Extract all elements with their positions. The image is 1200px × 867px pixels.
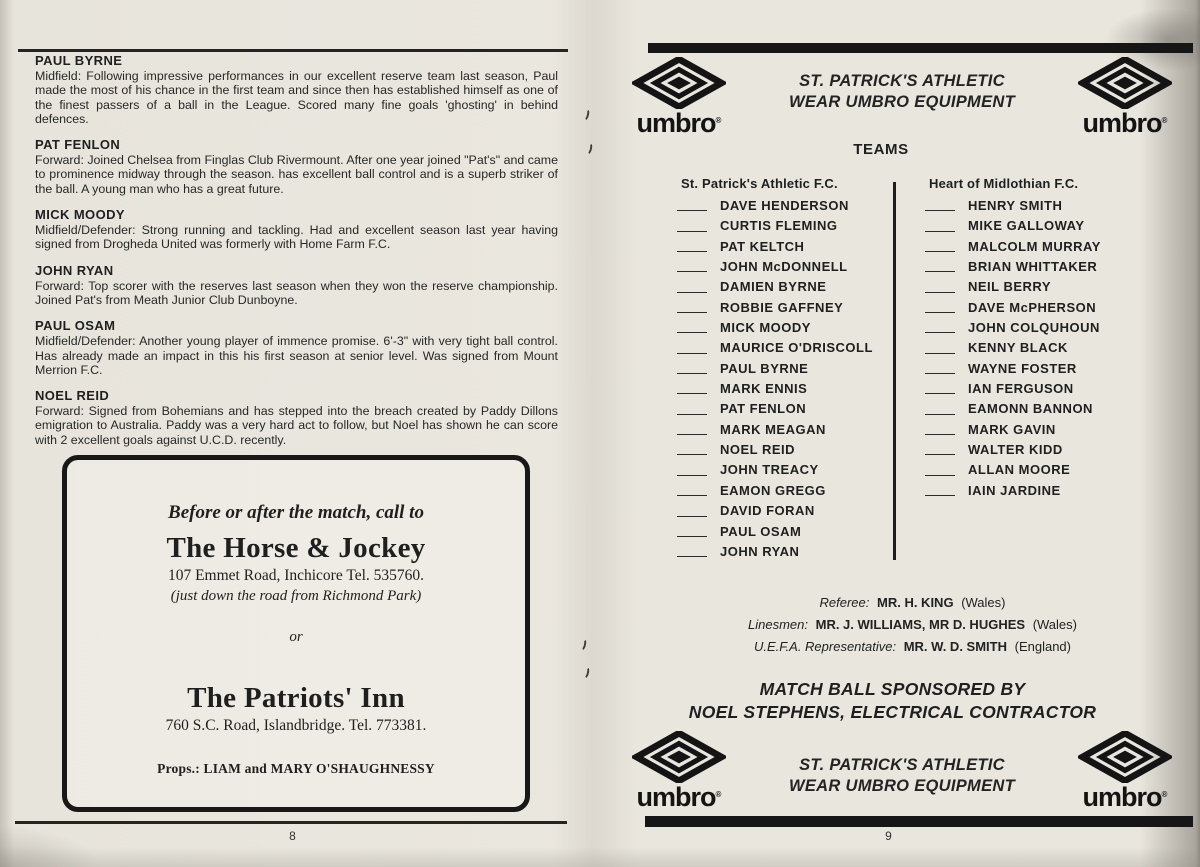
top-bar-right-page [648,43,1193,53]
umbro-diamond-icon [632,57,726,109]
advert-tagline: Before or after the match, call to [168,502,424,523]
team-sheet-row [923,277,1173,297]
shirt-number-blank [925,495,955,496]
player-profile-name: PAT FENLON [35,137,121,153]
team-sheet-row [923,216,1173,236]
player-profile-name: MICK MOODY [35,207,125,223]
home-team-column [675,176,890,562]
team-sheet-row [923,298,1173,318]
away-team-list [923,196,1173,501]
player-profiles-section [35,53,558,458]
sponsor-line2: NOEL STEPHENS, ELECTRICAL CONTRACTOR [688,701,1097,722]
player-name: DAVID FORAN [720,503,815,519]
player-profile-text: Midfield/Defender: Another young player of immence promise. 6'-3" with very tight ball control. Has already made an impact in this his first season at senior level. Was signed from Mount Merrion F.C. [35,334,558,377]
header-brand-row [628,57,1176,138]
umbro-wordmark: umbro® [1082,782,1168,812]
shirt-number-blank [677,516,707,517]
team-sheet-row [923,338,1173,358]
teams-heading: TEAMS [853,141,909,158]
match-ball-sponsor [625,678,1160,723]
shirt-number-blank [925,251,955,252]
shirt-number-blank [677,393,707,394]
player-name: BRIAN WHITTAKER [968,259,1098,275]
shirt-number-blank [677,231,707,232]
player-name: DAVE HENDERSON [720,198,849,213]
player-name: JOHN TREACY [720,462,819,478]
shirt-number-blank [925,393,955,394]
staple-mark [581,665,591,679]
umbro-banner-text [789,755,1015,797]
official-role: U.E.F.A. Representative: [753,639,897,654]
player-name: ROBBIE GAFFNEY [720,299,844,315]
team-sheet-row [675,460,890,480]
shirt-number-blank [925,210,955,211]
team-sheet-row [923,420,1173,440]
player-profile-name: PAUL BYRNE [35,53,123,68]
player-name: WALTER KIDD [968,442,1063,458]
player-name: PAUL BYRNE [720,360,809,376]
bottom-rule-left-page [15,821,567,824]
shirt-number-blank [677,536,707,537]
player-profile [35,318,558,377]
team-sheet-row [675,216,890,236]
sponsor-line1: MATCH BALL SPONSORED BY [759,679,1026,699]
player-name: NOEL REID [720,442,796,458]
shirt-number-blank [925,373,955,374]
match-officials [625,592,1200,658]
official-name: MR. W. D. SMITH [903,639,1007,654]
player-name: DAVE McPHERSON [968,299,1097,315]
player-profile [35,388,558,447]
umbro-wordmark: umbro® [1082,108,1168,138]
staple-mark [581,107,591,121]
umbro-wordmark: umbro® [636,782,722,812]
player-name: IAIN JARDINE [968,482,1061,498]
venue1-address: 107 Emmet Road, Inchicore Tel. 535760. [167,567,425,584]
player-name: HENRY SMITH [968,198,1063,213]
player-profile [35,137,558,196]
team-sheet-row [675,318,890,338]
shirt-number-blank [925,292,955,293]
player-profile-text: Forward: Joined Chelsea from Finglas Club Rivermount. After one year joined "Pat's" and came to prominence midway through the season. has excellent ball control and is a superb striker of the ball. A young man who has a great future. [35,153,558,196]
away-team-name: Heart of Midlothian F.C. [929,176,1079,191]
page-number-left: 8 [289,829,296,843]
team-sheet-row [675,237,890,257]
player-profile-text: Midfield/Defender: Strong running and tackling. Had and excellent season last year having signed from Drogheda United was formerly with Home Farm F.C. [35,223,558,252]
page-right [625,0,1200,867]
team-sheet-row [923,257,1173,277]
umbro-diamond-icon [1078,731,1172,783]
team-sheet-row [675,522,890,542]
team-sheet-row [675,501,890,521]
umbro-logo [1074,731,1176,812]
player-name: MICK MOODY [720,320,811,336]
shirt-number-blank [677,475,707,476]
player-profile-text: Forward: Top scorer with the reserves last season when they won the reserve championship. Joined Pat's from Meath Junior Club Dunboyne. [35,278,558,307]
shirt-number-blank [925,434,955,435]
team-sheet-row [675,196,890,216]
official-country: (Wales) [961,595,1006,610]
bottom-bar-right-page [645,816,1193,827]
team-sheet-row [923,379,1173,399]
shirt-number-blank [925,271,955,272]
shirt-number-blank [925,475,955,476]
team-sheet-row [675,298,890,318]
venue1-note: (just down the road from Richmond Park) [170,588,422,604]
team-sheet-row [675,277,890,297]
player-name: EAMON GREGG [720,482,826,498]
official-row [625,592,1200,614]
team-sheet-row [923,237,1173,257]
team-sheet-row [675,440,890,460]
shirt-number-blank [677,414,707,415]
footer-brand-row [628,731,1176,812]
shirt-number-blank [677,434,707,435]
team-sheet-row [675,257,890,277]
team-sheet-row [923,318,1173,338]
official-row [625,636,1200,658]
team-sheet-row [923,196,1173,216]
banner-line1: ST. PATRICK'S ATHLETIC [799,756,1005,774]
player-name: MARK ENNIS [720,381,808,397]
shirt-number-blank [677,271,707,272]
player-profile-name: JOHN RYAN [35,262,114,278]
team-sheet-row [675,379,890,399]
player-name: NEIL BERRY [968,279,1052,295]
player-name: EAMONN BANNON [968,401,1093,417]
advert-proprietors: Props.: LIAM and MARY O'SHAUGHNESSY [157,761,435,776]
home-team-name: St. Patrick's Athletic F.C. [681,176,838,191]
official-role: Referee: [819,595,870,610]
player-name: JOHN McDONNELL [720,259,848,275]
official-name: MR. J. WILLIAMS, MR D. HUGHES [815,617,1026,632]
player-name: KENNY BLACK [968,340,1068,356]
umbro-diamond-icon [632,731,726,783]
player-name: CURTIS FLEMING [720,218,838,234]
player-name: PAT KELTCH [720,238,805,254]
shirt-number-blank [677,373,707,374]
player-name: JOHN COLQUHOUN [968,320,1100,336]
umbro-logo [1074,57,1176,138]
staple-mark [584,141,594,155]
team-sheet-row [923,460,1173,480]
player-name: ALLAN MOORE [968,462,1071,478]
player-name: WAYNE FOSTER [968,360,1077,376]
player-name: MAURICE O'DRISCOLL [720,340,873,356]
umbro-logo [628,57,730,138]
top-rule-left-page [18,49,568,52]
player-profile-text: Midfield: Following impressive performances in our excellent reserve team last season, Paul made the most of his chance in the first team and since then has established himself as one of the finest passers of a ball in the League. Scored many fine goals 'ghosting' in behind defences. [35,69,558,126]
umbro-logo [628,731,730,812]
team-sheet-row [675,481,890,501]
player-profile-text: Forward: Signed from Bohemians and has stepped into the breach created by Paddy Dillons emigration to Australia. Paddy was a very hard act to follow, but Noel has shown he can score with 2 excellent goals against U.C.D. recently. [35,404,558,447]
umbro-diamond-icon [1078,57,1172,109]
official-country: (Wales) [1032,617,1077,632]
shirt-number-blank [677,251,707,252]
player-profile [35,207,558,252]
shirt-number-blank [925,353,955,354]
shirt-number-blank [925,414,955,415]
team-sheet-row [675,542,890,562]
team-sheet-row [923,440,1173,460]
venue2-address: 760 S.C. Road, Islandbridge. Tel. 773381. [165,717,427,734]
player-profile-name: NOEL REID [35,388,110,404]
shirt-number-blank [677,454,707,455]
player-name: PAT FENLON [720,401,807,417]
player-name: MARK MEAGAN [720,421,826,437]
away-team-column [923,176,1173,501]
official-country: (England) [1014,639,1071,654]
team-sheet-row [923,359,1173,379]
advert-separator: or [289,629,303,645]
player-profile [35,263,558,308]
player-name: DAMIEN BYRNE [720,279,827,295]
player-profile [35,53,558,126]
shirt-number-blank [925,231,955,232]
team-sheet-row [675,420,890,440]
player-profile-name: PAUL OSAM [35,318,116,334]
player-name: IAN FERGUSON [968,381,1074,397]
shirt-number-blank [677,292,707,293]
shirt-number-blank [925,454,955,455]
banner-line1: ST. PATRICK'S ATHLETIC [799,72,1005,90]
shirt-number-blank [677,353,707,354]
player-name: MALCOLM MURRAY [968,238,1101,254]
venue2-name: The Patriots' Inn [187,682,405,714]
player-name: PAUL OSAM [720,523,802,539]
shirt-number-blank [677,312,707,313]
team-sheet-row [675,338,890,358]
umbro-banner-text [789,71,1015,113]
shirt-number-blank [925,332,955,333]
umbro-wordmark: umbro® [636,108,722,138]
shirt-number-blank [677,210,707,211]
pub-advert-box [62,455,530,812]
home-team-list [675,196,890,562]
page-number-right: 9 [885,829,892,843]
column-divider [893,182,896,560]
player-name: MIKE GALLOWAY [968,218,1085,234]
official-row [625,614,1200,636]
team-sheet-row [923,481,1173,501]
player-name: JOHN RYAN [720,543,800,559]
shirt-number-blank [677,495,707,496]
banner-line2: WEAR UMBRO EQUIPMENT [789,93,1015,111]
venue1-name: The Horse & Jockey [166,532,426,564]
official-name: MR. H. KING [877,595,954,610]
shirt-number-blank [925,312,955,313]
team-sheet-row [675,399,890,419]
page-left [15,0,570,867]
staple-mark [578,637,588,651]
team-sheet-row [675,359,890,379]
banner-line2: WEAR UMBRO EQUIPMENT [789,777,1015,795]
player-name: MARK GAVIN [968,421,1056,437]
shirt-number-blank [677,332,707,333]
team-sheet-row [923,399,1173,419]
official-role: Linesmen: [748,617,808,632]
shirt-number-blank [677,556,707,557]
